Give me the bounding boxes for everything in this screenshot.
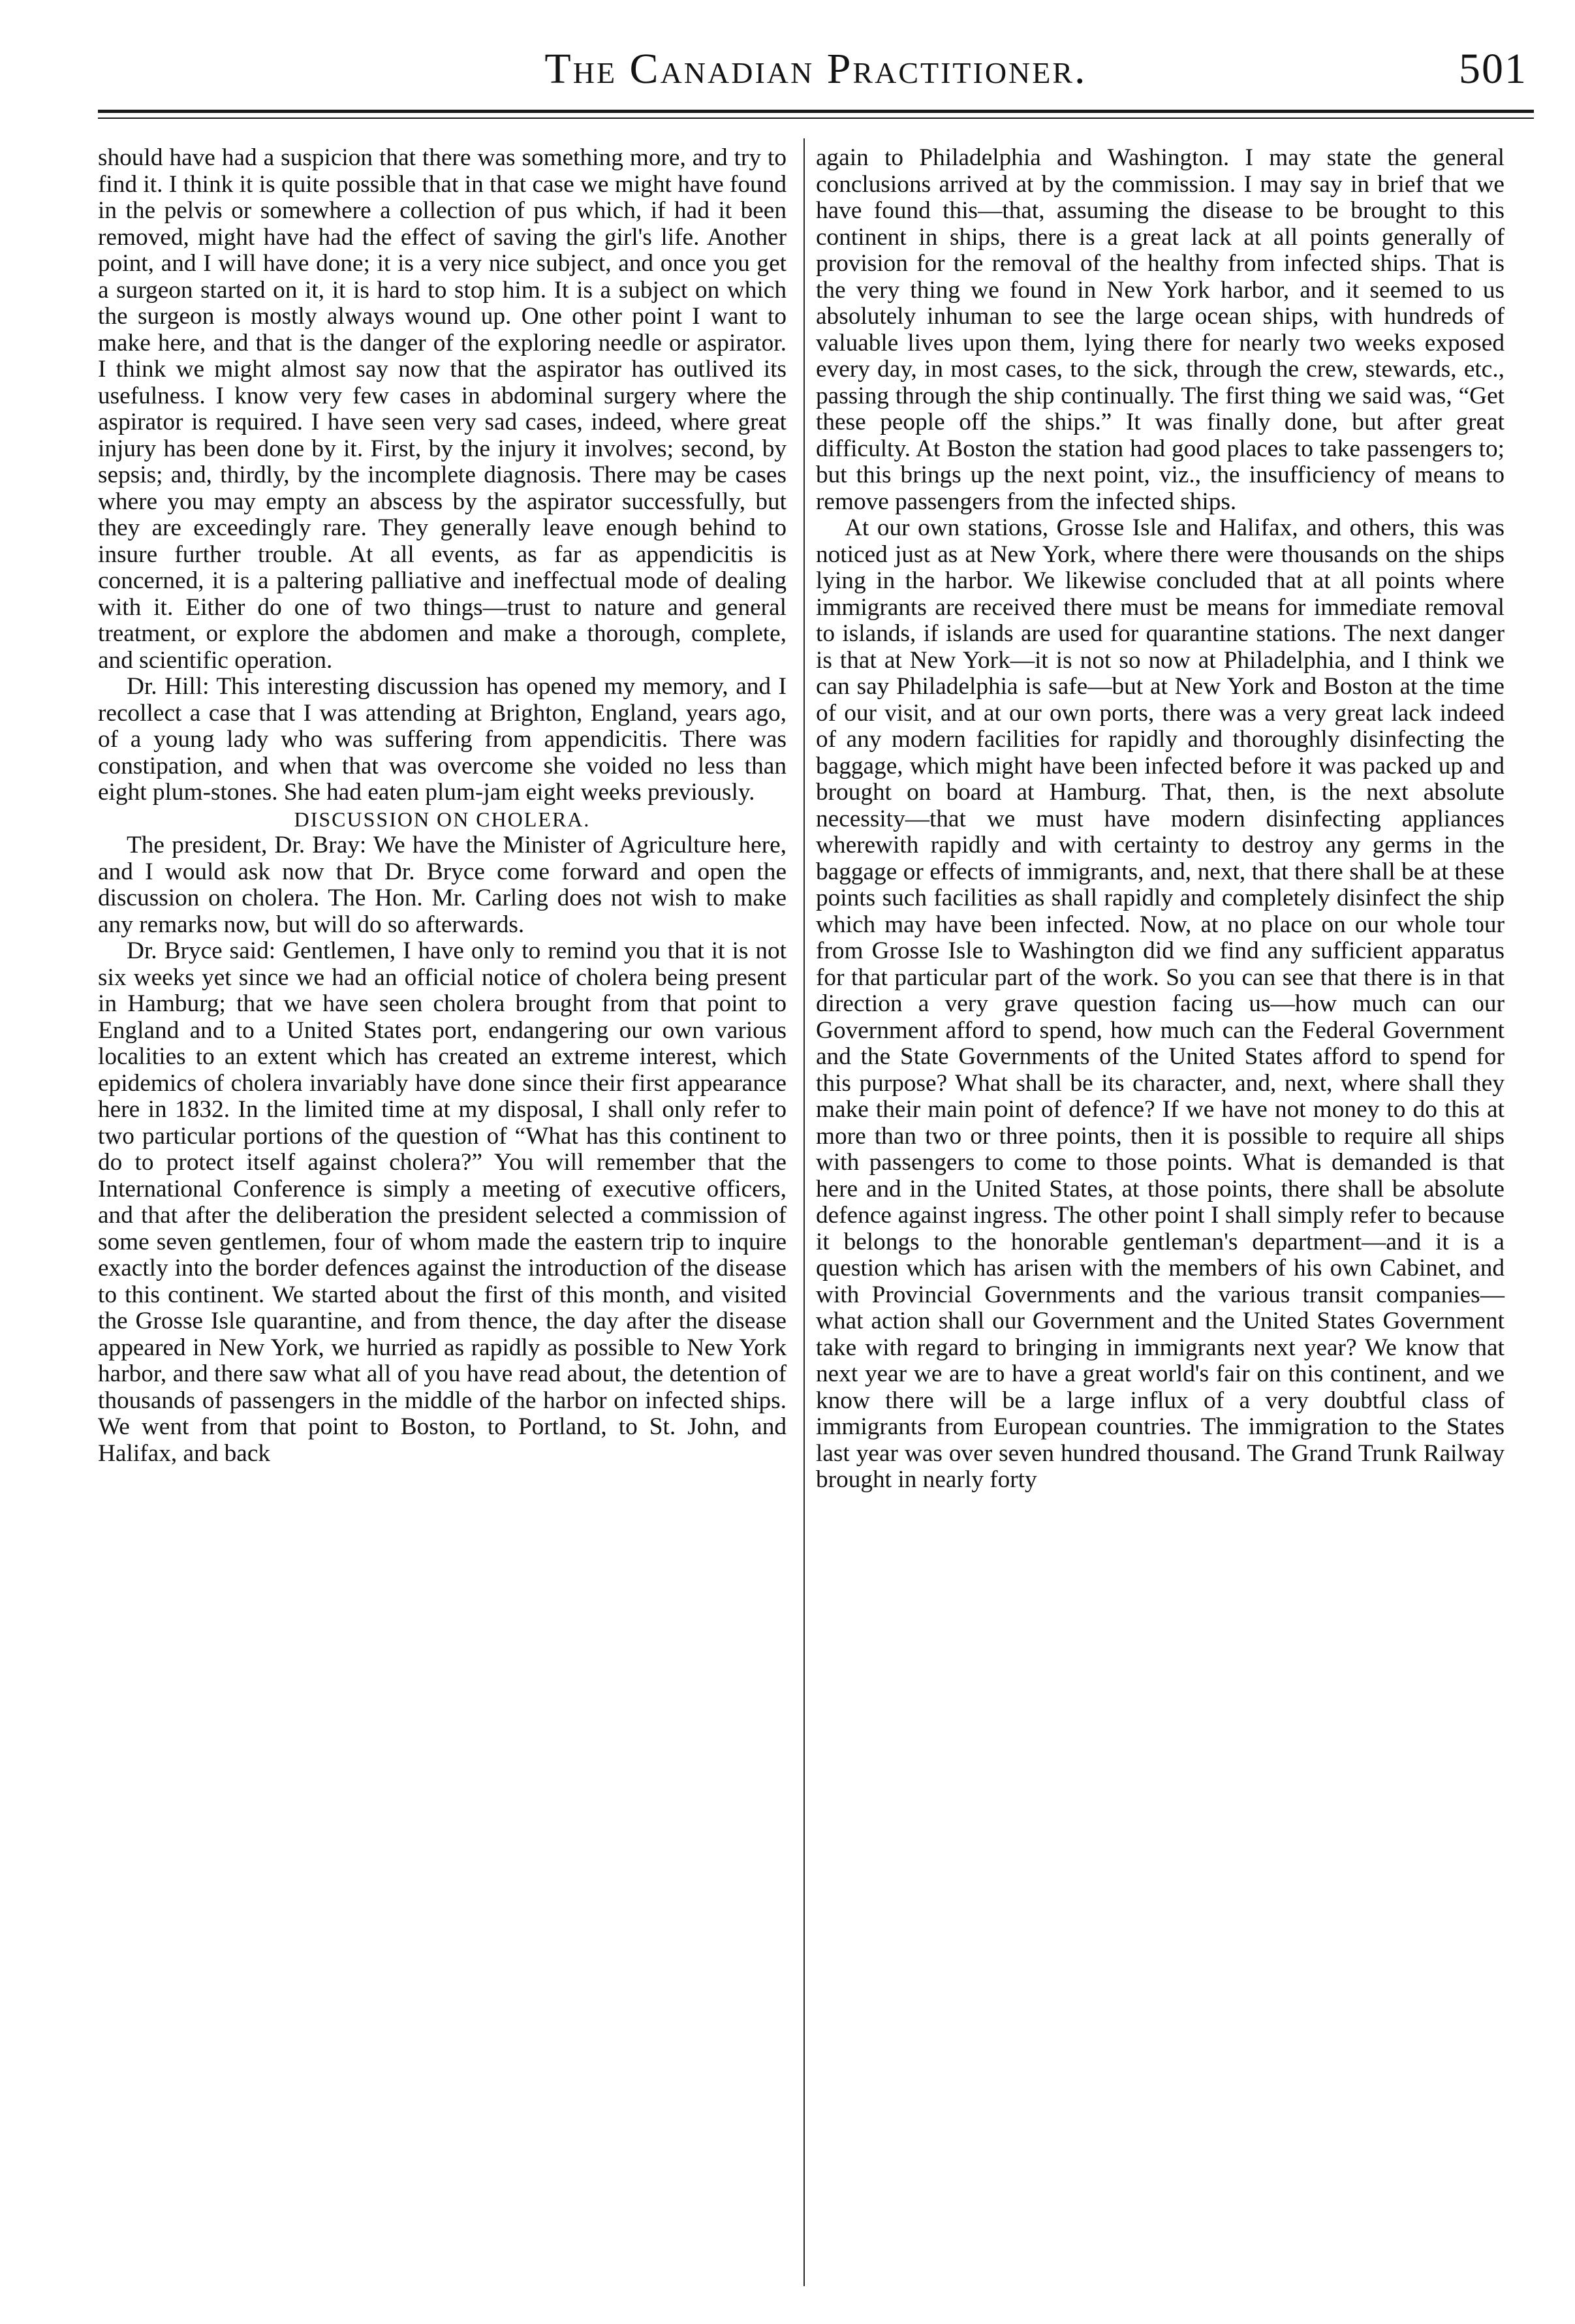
running-head: [98, 39, 1534, 111]
column-divider: [803, 138, 805, 2286]
paragraph-our-stations: At our own stations, Grosse Isle and Halifax, and others, this was noticed just as at New York, where there were thousands on the ships lying in the harbor. We likewise concluded that at all points where immigrants are received there must be means for immediate removal to islands, if islands are used for quarantine stations. The next danger is that at New York—it is not so now at Philadelphia, and I think we can say Philadelphia is safe—but at New York and Boston at the time of our visit, and at our own ports, there was a very great lack indeed of any modern facilities for rapidly and thoroughly disinfecting the baggage, which might have been infected before it was packed up and brought on board at Hamburg. That, then, is the next absolute necessity—that we must have modern disinfecting appliances wherewith rapidly and with certainty to destroy any germs in the baggage or effects of immigrants, and, next, that there shall be at these points such facilities as shall rapidly and completely disinfect the ship which may have been infected. Now, at no place on our whole tour from Grosse Isle to Washington did we find any sufficient apparatus for that particular part of the work. So you can see that there is in that direction a very grave question facing us—how much can our Government afford to spend, how much can the Federal Government and the State Governments of the United States afford to spend for this purpose? What shall be its character, and, next, where shall they make their main point of defence? If we have not money to do this at more than two or three points, then it is possible to require all ships with passengers to come to those points. What is demanded is that here and in the United States, at those points, there shall be absolute defence against ingress. The other point I shall simply refer to because it belongs to the honorable gentleman's department—and it is a question which has arisen with the members of his own Cabinet, and with Provincial Governments and the various transit companies—what action shall our Government and the United States Government take with regard to bringing in immigrants next year? We know that next year we are to have a great world's fair on this continent, and we know there will be a large influx of a very doubtful class of immigrants from European countries. The immigration to the States last year was over seven hundred thousand. The Grand Trunk Railway brought in nearly forty: [816, 514, 1505, 1493]
left-column: [98, 145, 787, 1467]
header-rule-thin: [98, 118, 1534, 119]
paragraph-commission-conclusions: again to Philadelphia and Washington. I may state the general conclusions arrived at by the commission. I may say in brief that we have found this—that, assuming the disease to be brought to this continent in ships, there is a great lack at all points generally of provision for the removal of the healthy from infected ships. That is the very thing we found in New York harbor, and it seemed to us absolutely inhuman to see the large ocean ships, with hundreds of valuable lives upon them, lying there for nearly two weeks exposed every day, in most cases, to the sick, through the crew, stewards, etc., passing through the ship continually. The first thing we said was, “Get these people off the ships.” It was finally done, but after great difficulty. At Boston the station had good places to take passengers to; but this brings up the next point, viz., the insufficiency of means to remove passengers from the infected ships.: [816, 144, 1505, 515]
paragraph-dr-bryce: Dr. Bryce said: Gentlemen, I have only to remind you that it is not six weeks yet since we had an official notice of cholera being present in Hamburg; that we have seen cholera brought from that point to England and to a United States port, endangering our own various localities to an extent which has created an extreme interest, which epidemics of cholera invariably have done since their first appearance here in 1832. In the limited time at my disposal, I shall only refer to two particular portions of the question of “What has this continent to do to protect itself against cholera?” You will remember that the International Conference is simply a meeting of executive officers, and that after the deliberation the president selected a commission of some seven gentlemen, four of whom made the eastern trip to inquire exactly into the border defences against the introduction of the disease to this continent. We started about the first of this month, and visited the Grosse Isle quarantine, and from thence, the day after the disease appeared in New York, we hurried as rapidly as possible to New York harbor, and there saw what all of you have read about, the detention of thousands of passengers in the middle of the harbor on infected ships. We went from that point to Boston, to Portland, to St. John, and Halifax, and back: [98, 937, 787, 1467]
paragraph-surgery-continued: should have had a suspicion that there was something more, and try to find it. I think it is quite possible that in that case we might have found in the pelvis or somewhere a collection of pus which, if had it been removed, might have had the effect of saving the girl's life. Another point, and I will have done; it is a very nice subject, and once you get a surgeon started on it, it is hard to stop him. It is a subject on which the surgeon is mostly always wound up. One other point I want to make here, and that is the danger of the exploring needle or aspirator. I think we might almost say now that the aspirator has outlived its usefulness. I know very few cases in abdominal surgery where the aspirator is required. I have seen very sad cases, indeed, where great injury has been done by it. First, by the injury it involves; second, by sepsis; and, thirdly, by the incomplete diagnosis. There may be cases where you may empty an abscess by the aspirator successfully, but they are exceedingly rare. They generally leave enough behind to insure further trouble. At all events, as far as appendicitis is concerned, it is a paltering palliative and ineffectual mode of dealing with it. Either do one of two things—trust to nature and general treatment, or explore the abdomen and make a thorough, complete, and scientific operation.: [98, 144, 787, 674]
right-column: [816, 145, 1505, 1494]
header-rule-thick: [98, 110, 1534, 113]
paragraph-president-bray: The president, Dr. Bray: We have the Minister of Agriculture here, and I would ask now that Dr. Bryce come forward and open the discussion on cholera. The Hon. Mr. Carling does not wish to make any remarks now, but will do so afterwards.: [98, 832, 787, 938]
journal-title: The Canadian Practitioner.: [544, 45, 1087, 93]
paragraph-dr-hill: Dr. Hill: This interesting discussion has opened my memory, and I recollect a case that I was attending at Brighton, England, years ago, of a young lady who was suffering from appendicitis. There was constipation, and when that was overcome she voided no less than eight plum-stones. She had eaten plum-jam eight weeks previously.: [98, 673, 787, 806]
section-heading: DISCUSSION ON CHOLERA.: [294, 807, 591, 831]
page-number: 501: [1459, 45, 1527, 93]
